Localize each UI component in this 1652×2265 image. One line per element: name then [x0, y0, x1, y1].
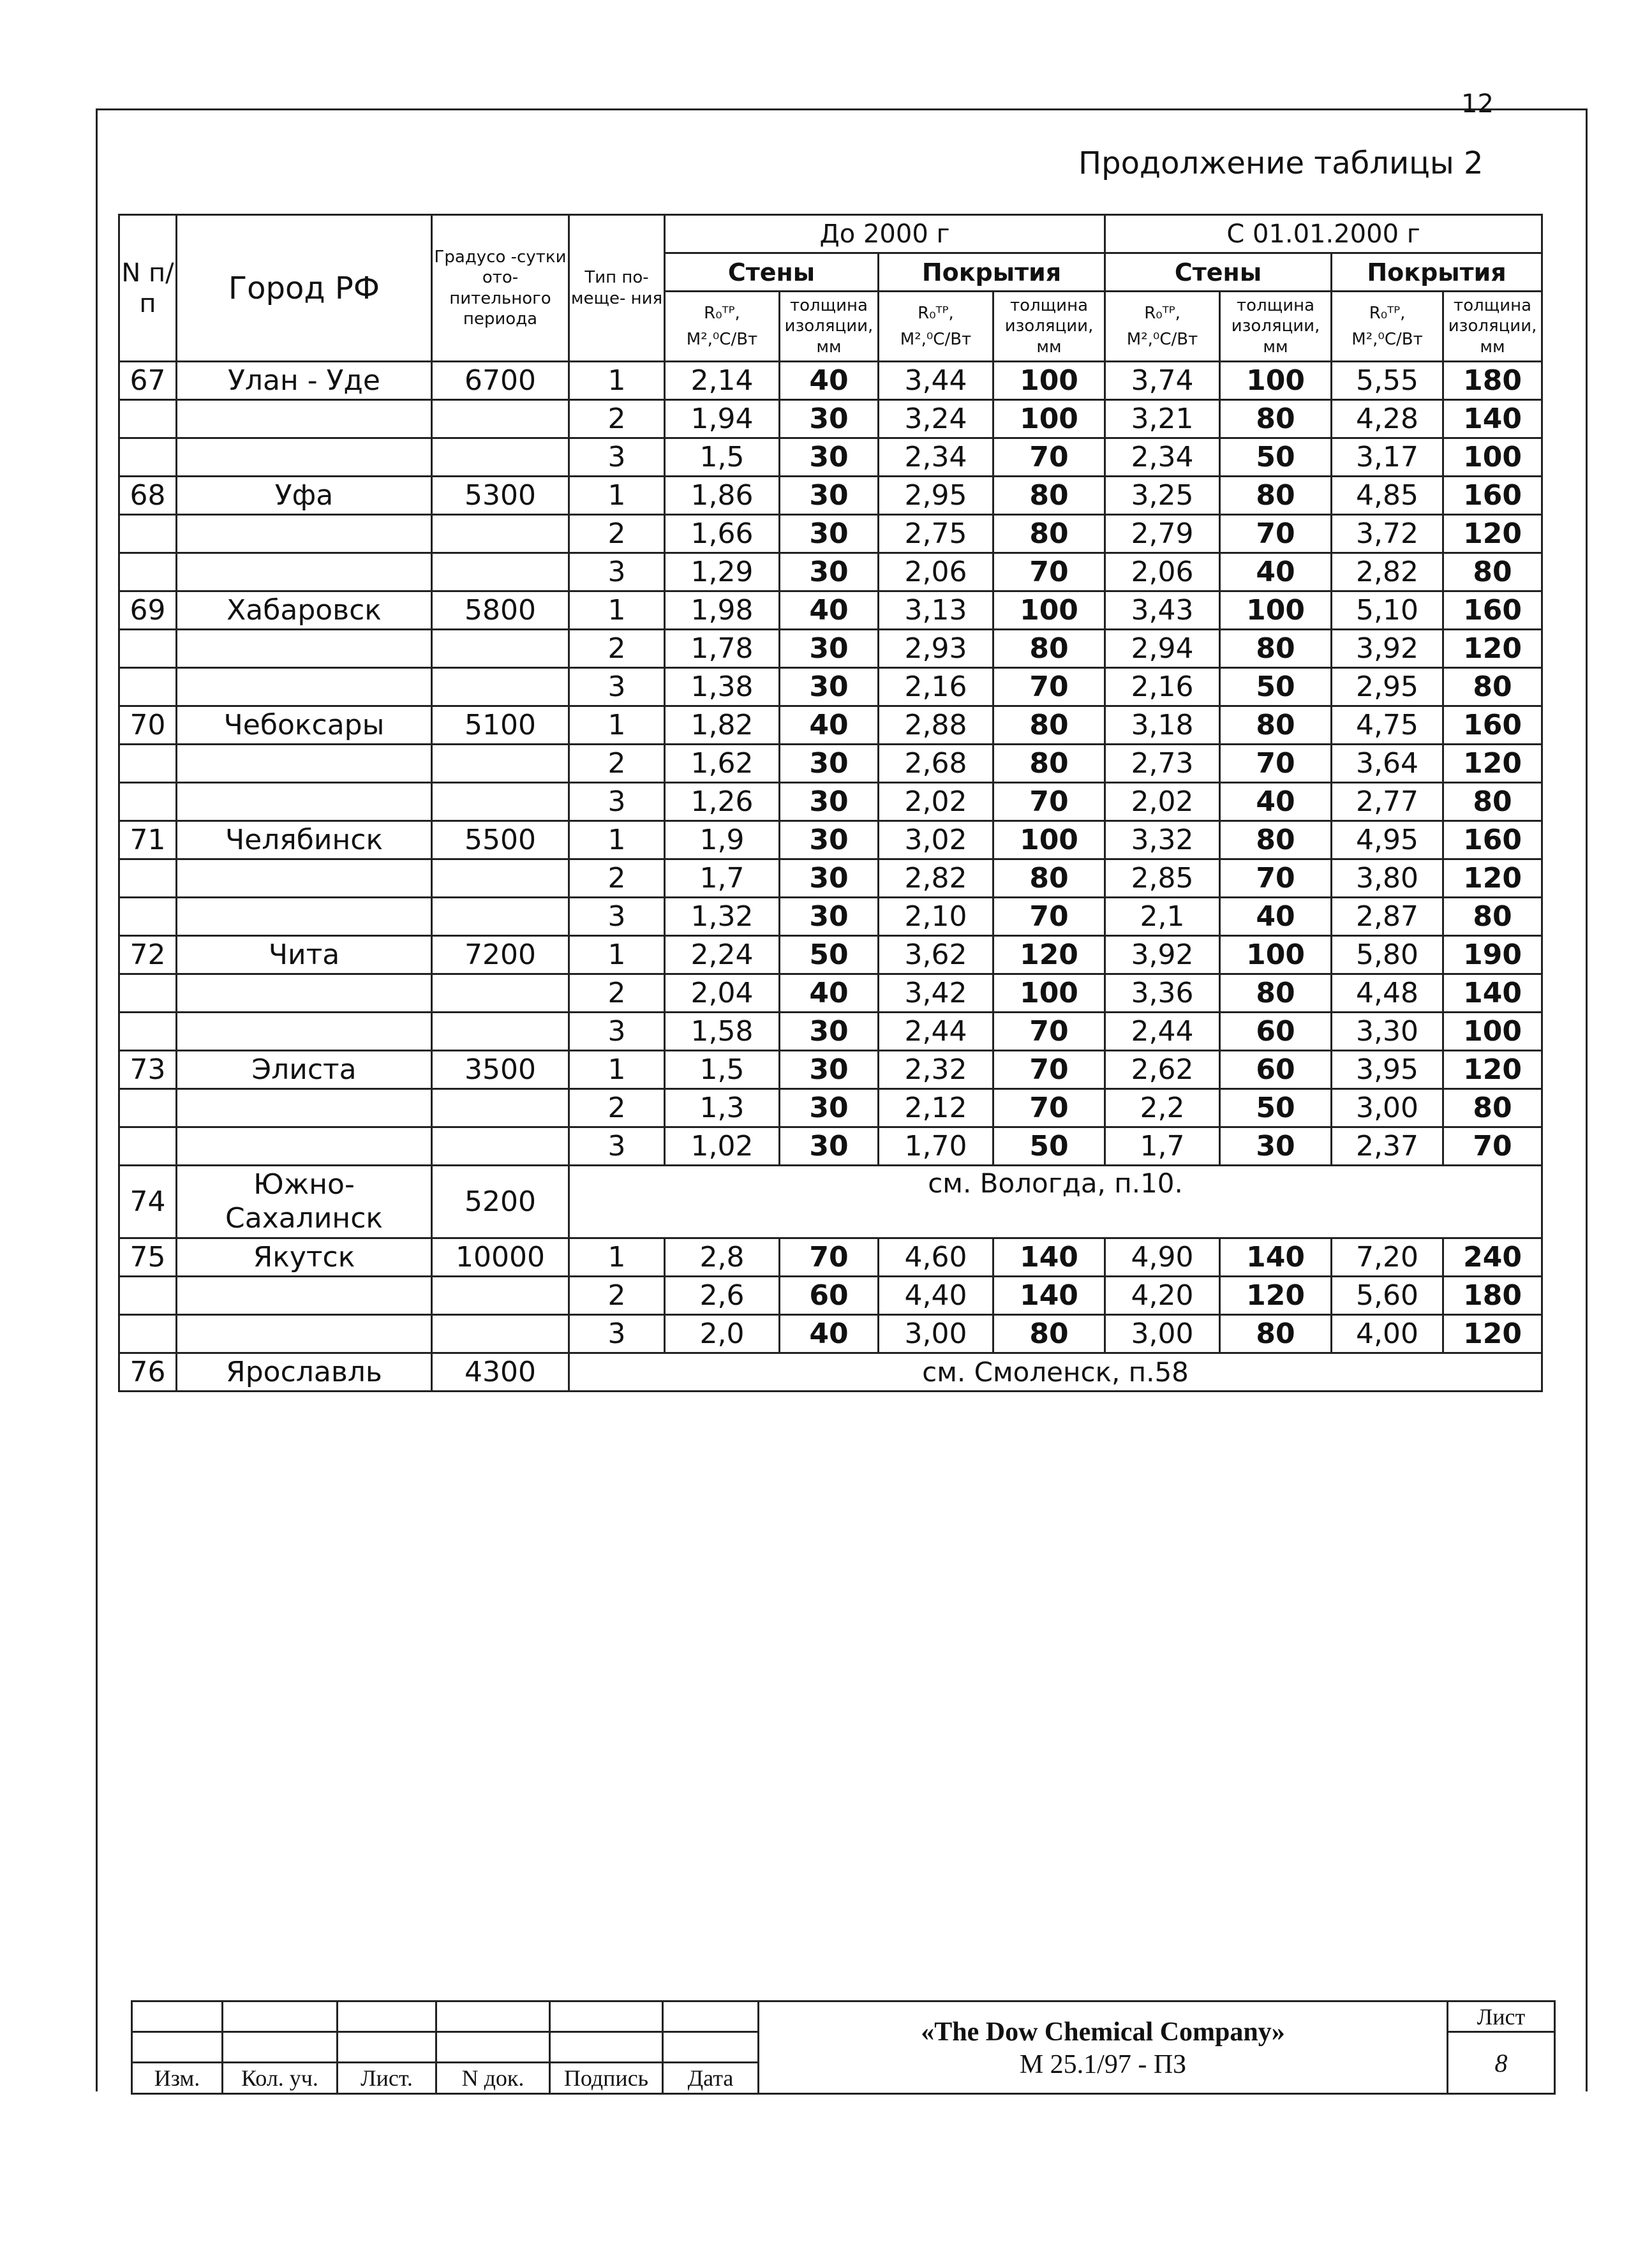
table-row: 3 1,5 30 2,34 70 2,34 50 3,17 100: [119, 438, 1542, 477]
header-walls-2: Стены: [1105, 253, 1332, 292]
table-row: 69 Хабаровск 5800 1 1,98 40 3,13 100 3,43 100 5,10 160: [119, 591, 1542, 630]
stamp-list: Лист.: [338, 2063, 436, 2094]
table-row: 2 1,66 30 2,75 80 2,79 70 3,72 120: [119, 515, 1542, 553]
header-roofs-2: Покрытия: [1332, 253, 1542, 292]
table-row: 3 2,0 40 3,00 80 3,00 80 4,00 120: [119, 1315, 1542, 1353]
company-name: «The Dow Chemical Company»: [921, 2017, 1285, 2047]
table-row: 3 1,38 30 2,16 70 2,16 50 2,95 80: [119, 668, 1542, 706]
table-row: 76 Ярославль 4300 см. Смоленск, п.58: [119, 1353, 1542, 1392]
table-row: 75 Якутск 10000 1 2,8 70 4,60 140 4,90 140 7,20 240: [119, 1238, 1542, 1277]
table-row: 2 2,04 40 3,42 100 3,36 80 4,48 140: [119, 974, 1542, 1013]
sheet-label: Лист: [1448, 2001, 1555, 2032]
header-room-type: Тип по- меще- ния: [569, 215, 665, 362]
table-row: 3 1,29 30 2,06 70 2,06 40 2,82 80: [119, 553, 1542, 591]
header-thickness: толщина изоляции, мм: [1443, 292, 1542, 362]
table-row: 74 Южно-Сахалинск 5200 см. Вологда, п.10.: [119, 1166, 1542, 1238]
table-row: 73 Элиста 3500 1 1,5 30 2,32 70 2,62 60 3,95 120: [119, 1051, 1542, 1089]
table-row: 2 1,7 30 2,82 80 2,85 70 3,80 120: [119, 859, 1542, 898]
sheet-number: 12: [1461, 89, 1494, 119]
stamp-n-dok: N док.: [436, 2063, 550, 2094]
table-row: 72 Чита 7200 1 2,24 50 3,62 120 3,92 100 5,80 190: [119, 936, 1542, 974]
header-num: N п/п: [119, 215, 177, 362]
table-row: 2 1,94 30 3,24 100 3,21 80 4,28 140: [119, 400, 1542, 438]
sheet-value: 8: [1448, 2032, 1555, 2094]
table-row: 2 1,62 30 2,68 80 2,73 70 3,64 120: [119, 745, 1542, 783]
header-city: Город РФ: [177, 215, 432, 362]
header-walls-1: Стены: [665, 253, 879, 292]
table-row: 2 1,3 30 2,12 70 2,2 50 3,00 80: [119, 1089, 1542, 1127]
header-thickness: толщина изоляции, мм: [1220, 292, 1332, 362]
table-row: 3 1,32 30 2,10 70 2,1 40 2,87 80: [119, 898, 1542, 936]
header-r0: R₀ᵀᴾ, М²,⁰С/Вт: [879, 292, 993, 362]
header-period-before-2000: До 2000 г: [665, 215, 1105, 253]
table-row: 68 Уфа 5300 1 1,86 30 2,95 80 3,25 80 4,85 160: [119, 477, 1542, 515]
header-r0: R₀ᵀᴾ, М²,⁰С/Вт: [665, 292, 780, 362]
document-code: М 25.1/97 - ПЗ: [1019, 2050, 1187, 2080]
header-degree-days: Градусо -сутки ото- пительного периода: [432, 215, 569, 362]
table-row: 3 1,02 30 1,70 50 1,7 30 2,37 70: [119, 1127, 1542, 1166]
header-r0: R₀ᵀᴾ, М²,⁰С/Вт: [1332, 292, 1443, 362]
table-row: 2 2,6 60 4,40 140 4,20 120 5,60 180: [119, 1277, 1542, 1315]
table-row: 2 1,78 30 2,93 80 2,94 80 3,92 120: [119, 630, 1542, 668]
stamp-data: Дата: [663, 2063, 759, 2094]
insulation-table: [118, 214, 1543, 1392]
title-block: [131, 2000, 1554, 2093]
table-row: 67 Улан - Уде 6700 1 2,14 40 3,44 100 3,74 100 5,55 180: [119, 362, 1542, 400]
table-row: 3 1,58 30 2,44 70 2,44 60 3,30 100: [119, 1013, 1542, 1051]
stamp-kol-uch: Кол. уч.: [223, 2063, 338, 2094]
header-period-from-2000: С 01.01.2000 г: [1105, 215, 1542, 253]
stamp-podpis: Подпись: [550, 2063, 663, 2094]
header-thickness: толщина изоляции, мм: [993, 292, 1105, 362]
header-r0: R₀ᵀᴾ, М²,⁰С/Вт: [1105, 292, 1220, 362]
table-row: 70 Чебоксары 5100 1 1,82 40 2,88 80 3,18 80 4,75 160: [119, 706, 1542, 745]
continuation-title: Продолжение таблицы 2: [1078, 145, 1484, 181]
table-body: [119, 362, 1542, 1392]
header-thickness: толщина изоляции, мм: [780, 292, 879, 362]
header-roofs-1: Покрытия: [879, 253, 1105, 292]
company-block: [759, 2001, 1448, 2094]
table-row: 3 1,26 30 2,02 70 2,02 40 2,77 80: [119, 783, 1542, 821]
table-row: 71 Челябинск 5500 1 1,9 30 3,02 100 3,32 80 4,95 160: [119, 821, 1542, 859]
stamp-izm: Изм.: [132, 2063, 223, 2094]
